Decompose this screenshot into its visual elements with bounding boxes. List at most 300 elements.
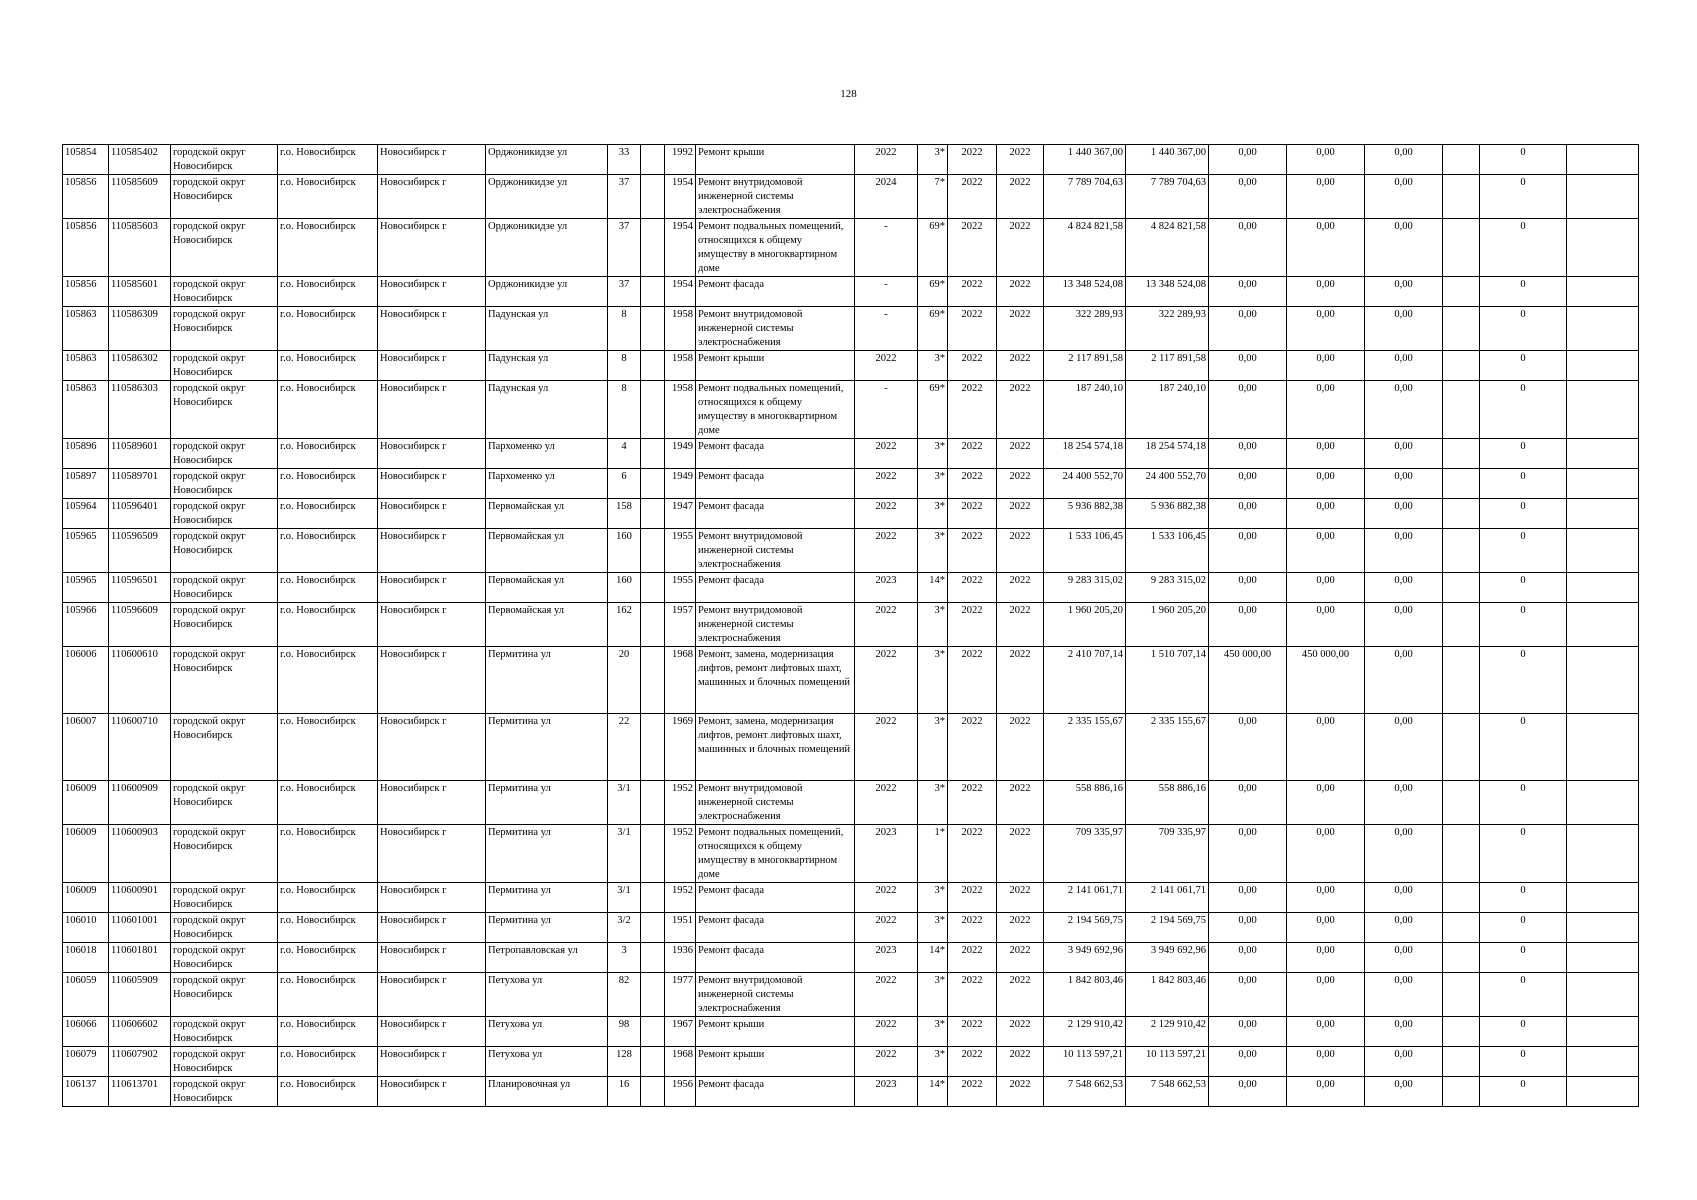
row-build-year: 1977: [665, 973, 696, 1017]
row-blank: [641, 573, 665, 603]
row-value-2: 0,00: [1287, 219, 1365, 277]
row-fund-cost: 2 194 569,75: [1126, 913, 1209, 943]
row-house: 37: [608, 219, 641, 277]
row-total-cost: 13 348 524,08: [1044, 277, 1126, 307]
row-plan-year: 2023: [855, 943, 918, 973]
row-total-cost: 2 117 891,58: [1044, 351, 1126, 381]
row-blank: [641, 307, 665, 351]
row-value-1: 0,00: [1209, 219, 1287, 277]
row-year-start: 2022: [948, 1047, 997, 1077]
row-street: Падунская ул: [486, 381, 608, 439]
row-house: 37: [608, 175, 641, 219]
row-build-year: 1954: [665, 277, 696, 307]
row-go: г.о. Новосибирск: [278, 603, 378, 647]
row-total-cost: 1 960 205,20: [1044, 603, 1126, 647]
row-year-start: 2022: [948, 439, 997, 469]
row-fund-cost: 709 335,97: [1126, 825, 1209, 883]
row-work-type: Ремонт подвальных помещений, относящихся к общему имуществу в многоквартирном доме: [696, 825, 855, 883]
row-house: 160: [608, 573, 641, 603]
row-blank: [641, 883, 665, 913]
row-build-year: 1969: [665, 714, 696, 781]
row-fund-cost: 4 824 821,58: [1126, 219, 1209, 277]
row-go: г.о. Новосибирск: [278, 499, 378, 529]
row-fund-cost: 7 789 704,63: [1126, 175, 1209, 219]
row-year-end: 2022: [997, 573, 1044, 603]
row-value-3: 0,00: [1365, 469, 1443, 499]
row-house: 3/1: [608, 781, 641, 825]
table-row: [63, 781, 1639, 825]
row-value-3: 0,00: [1365, 219, 1443, 277]
row-empty-1: [1443, 1017, 1480, 1047]
row-empty-2: [1567, 573, 1639, 603]
row-street: Пермитина ул: [486, 913, 608, 943]
row-city: Новосибирск г: [378, 307, 486, 351]
row-value-2: 0,00: [1287, 277, 1365, 307]
table-row: [63, 573, 1639, 603]
row-zero: 0: [1480, 1077, 1567, 1107]
row-city: Новосибирск г: [378, 603, 486, 647]
row-year-end: 2022: [997, 529, 1044, 573]
row-value-2: 0,00: [1287, 573, 1365, 603]
row-city: Новосибирск г: [378, 499, 486, 529]
row-street: Падунская ул: [486, 307, 608, 351]
row-empty-2: [1567, 825, 1639, 883]
row-code: 110585603: [109, 219, 171, 277]
row-total-cost: 24 400 552,70: [1044, 469, 1126, 499]
row-empty-1: [1443, 499, 1480, 529]
row-year-start: 2022: [948, 381, 997, 439]
row-work-type: Ремонт внутридомовой инженерной системы электроснабжения: [696, 973, 855, 1017]
row-total-cost: 2 410 707,14: [1044, 647, 1126, 714]
row-category: 69*: [918, 277, 948, 307]
row-category: 3*: [918, 1047, 948, 1077]
row-street: Первомайская ул: [486, 499, 608, 529]
row-city: Новосибирск г: [378, 647, 486, 714]
row-municipality: городской округ Новосибирск: [171, 381, 278, 439]
row-plan-year: -: [855, 277, 918, 307]
row-empty-1: [1443, 439, 1480, 469]
row-blank: [641, 381, 665, 439]
row-zero: 0: [1480, 219, 1567, 277]
row-year-start: 2022: [948, 145, 997, 175]
row-code: 110600901: [109, 883, 171, 913]
row-plan-year: 2022: [855, 603, 918, 647]
table-row: [63, 1077, 1639, 1107]
row-work-type: Ремонт фасада: [696, 1077, 855, 1107]
row-work-type: Ремонт внутридомовой инженерной системы электроснабжения: [696, 603, 855, 647]
row-empty-2: [1567, 175, 1639, 219]
row-blank: [641, 529, 665, 573]
row-value-2: 0,00: [1287, 175, 1365, 219]
row-value-2: 0,00: [1287, 1077, 1365, 1107]
row-code: 110596401: [109, 499, 171, 529]
row-build-year: 1955: [665, 529, 696, 573]
row-value-2: 0,00: [1287, 1017, 1365, 1047]
table-row: [63, 913, 1639, 943]
row-blank: [641, 714, 665, 781]
row-value-1: 0,00: [1209, 883, 1287, 913]
row-value-1: 0,00: [1209, 1047, 1287, 1077]
row-plan-year: 2024: [855, 175, 918, 219]
row-year-start: 2022: [948, 825, 997, 883]
row-go: г.о. Новосибирск: [278, 1077, 378, 1107]
row-blank: [641, 1047, 665, 1077]
row-blank: [641, 277, 665, 307]
row-value-1: 0,00: [1209, 573, 1287, 603]
row-build-year: 1956: [665, 1077, 696, 1107]
row-city: Новосибирск г: [378, 825, 486, 883]
row-street: Орджоникидзе ул: [486, 219, 608, 277]
table-row: [63, 351, 1639, 381]
row-fund-cost: 1 440 367,00: [1126, 145, 1209, 175]
row-street: Пархоменко ул: [486, 469, 608, 499]
row-street: Петухова ул: [486, 1047, 608, 1077]
registry-table: [62, 144, 1639, 1107]
row-year-start: 2022: [948, 603, 997, 647]
row-plan-year: 2022: [855, 973, 918, 1017]
row-zero: 0: [1480, 145, 1567, 175]
row-id: 106137: [63, 1077, 109, 1107]
row-year-start: 2022: [948, 573, 997, 603]
row-value-1: 0,00: [1209, 439, 1287, 469]
row-category: 3*: [918, 973, 948, 1017]
row-plan-year: 2022: [855, 1017, 918, 1047]
row-municipality: городской округ Новосибирск: [171, 439, 278, 469]
row-value-3: 0,00: [1365, 1047, 1443, 1077]
row-go: г.о. Новосибирск: [278, 825, 378, 883]
row-empty-2: [1567, 145, 1639, 175]
row-category: 7*: [918, 175, 948, 219]
row-fund-cost: 1 510 707,14: [1126, 647, 1209, 714]
row-zero: 0: [1480, 573, 1567, 603]
row-year-start: 2022: [948, 714, 997, 781]
row-work-type: Ремонт крыши: [696, 145, 855, 175]
row-municipality: городской округ Новосибирск: [171, 145, 278, 175]
row-zero: 0: [1480, 603, 1567, 647]
row-empty-2: [1567, 277, 1639, 307]
row-street: Падунская ул: [486, 351, 608, 381]
row-street: Пархоменко ул: [486, 439, 608, 469]
row-value-3: 0,00: [1365, 499, 1443, 529]
row-zero: 0: [1480, 913, 1567, 943]
row-city: Новосибирск г: [378, 781, 486, 825]
row-zero: 0: [1480, 883, 1567, 913]
row-year-end: 2022: [997, 943, 1044, 973]
row-value-1: 0,00: [1209, 499, 1287, 529]
row-category: 3*: [918, 647, 948, 714]
row-fund-cost: 558 886,16: [1126, 781, 1209, 825]
row-id: 106079: [63, 1047, 109, 1077]
row-value-3: 0,00: [1365, 1077, 1443, 1107]
row-zero: 0: [1480, 351, 1567, 381]
row-blank: [641, 943, 665, 973]
row-work-type: Ремонт крыши: [696, 1047, 855, 1077]
row-total-cost: 9 283 315,02: [1044, 573, 1126, 603]
row-year-end: 2022: [997, 175, 1044, 219]
row-fund-cost: 3 949 692,96: [1126, 943, 1209, 973]
page-number: 128: [840, 88, 857, 100]
row-plan-year: 2022: [855, 883, 918, 913]
row-empty-2: [1567, 307, 1639, 351]
row-municipality: городской округ Новосибирск: [171, 883, 278, 913]
row-total-cost: 2 335 155,67: [1044, 714, 1126, 781]
row-empty-2: [1567, 973, 1639, 1017]
table-row: [63, 1017, 1639, 1047]
row-empty-2: [1567, 469, 1639, 499]
row-value-1: 0,00: [1209, 175, 1287, 219]
row-year-end: 2022: [997, 825, 1044, 883]
row-city: Новосибирск г: [378, 714, 486, 781]
row-empty-2: [1567, 781, 1639, 825]
row-plan-year: -: [855, 219, 918, 277]
row-fund-cost: 5 936 882,38: [1126, 499, 1209, 529]
row-category: 69*: [918, 381, 948, 439]
row-zero: 0: [1480, 1017, 1567, 1047]
row-value-1: 0,00: [1209, 603, 1287, 647]
row-year-end: 2022: [997, 973, 1044, 1017]
row-municipality: городской округ Новосибирск: [171, 973, 278, 1017]
row-total-cost: 187 240,10: [1044, 381, 1126, 439]
row-empty-2: [1567, 883, 1639, 913]
row-code: 110596501: [109, 573, 171, 603]
row-code: 110613701: [109, 1077, 171, 1107]
row-house: 3: [608, 943, 641, 973]
row-empty-2: [1567, 603, 1639, 647]
row-zero: 0: [1480, 469, 1567, 499]
row-empty-1: [1443, 913, 1480, 943]
row-zero: 0: [1480, 529, 1567, 573]
row-total-cost: 7 548 662,53: [1044, 1077, 1126, 1107]
row-municipality: городской округ Новосибирск: [171, 351, 278, 381]
row-build-year: 1951: [665, 913, 696, 943]
row-value-3: 0,00: [1365, 973, 1443, 1017]
row-plan-year: 2023: [855, 1077, 918, 1107]
row-year-end: 2022: [997, 603, 1044, 647]
row-category: 3*: [918, 883, 948, 913]
row-year-start: 2022: [948, 307, 997, 351]
row-street: Пермитина ул: [486, 781, 608, 825]
row-year-end: 2022: [997, 499, 1044, 529]
row-year-start: 2022: [948, 469, 997, 499]
row-municipality: городской округ Новосибирск: [171, 499, 278, 529]
row-city: Новосибирск г: [378, 175, 486, 219]
row-empty-2: [1567, 351, 1639, 381]
row-total-cost: 5 936 882,38: [1044, 499, 1126, 529]
row-city: Новосибирск г: [378, 573, 486, 603]
row-year-end: 2022: [997, 145, 1044, 175]
row-id: 105965: [63, 529, 109, 573]
row-city: Новосибирск г: [378, 973, 486, 1017]
row-zero: 0: [1480, 307, 1567, 351]
row-fund-cost: 2 117 891,58: [1126, 351, 1209, 381]
row-code: 110600710: [109, 714, 171, 781]
row-total-cost: 10 113 597,21: [1044, 1047, 1126, 1077]
row-empty-2: [1567, 219, 1639, 277]
row-municipality: городской округ Новосибирск: [171, 1047, 278, 1077]
row-house: 8: [608, 351, 641, 381]
row-value-1: 0,00: [1209, 351, 1287, 381]
table-row: [63, 469, 1639, 499]
row-code: 110605909: [109, 973, 171, 1017]
row-value-2: 0,00: [1287, 469, 1365, 499]
row-build-year: 1936: [665, 943, 696, 973]
row-street: Орджоникидзе ул: [486, 277, 608, 307]
row-plan-year: -: [855, 307, 918, 351]
row-empty-1: [1443, 1047, 1480, 1077]
row-city: Новосибирск г: [378, 529, 486, 573]
row-value-1: 0,00: [1209, 781, 1287, 825]
row-total-cost: 322 289,93: [1044, 307, 1126, 351]
row-year-end: 2022: [997, 439, 1044, 469]
row-total-cost: 558 886,16: [1044, 781, 1126, 825]
row-id: 105966: [63, 603, 109, 647]
row-value-3: 0,00: [1365, 943, 1443, 973]
row-category: 14*: [918, 573, 948, 603]
row-total-cost: 1 533 106,45: [1044, 529, 1126, 573]
row-build-year: 1947: [665, 499, 696, 529]
row-zero: 0: [1480, 1047, 1567, 1077]
row-city: Новосибирск г: [378, 883, 486, 913]
row-go: г.о. Новосибирск: [278, 714, 378, 781]
row-blank: [641, 973, 665, 1017]
row-year-end: 2022: [997, 351, 1044, 381]
row-value-1: 0,00: [1209, 277, 1287, 307]
row-year-start: 2022: [948, 883, 997, 913]
row-category: 3*: [918, 499, 948, 529]
row-work-type: Ремонт, замена, модернизация лифтов, ремонт лифтовых шахт, машинных и блочных помещений: [696, 647, 855, 714]
row-street: Пермитина ул: [486, 647, 608, 714]
row-id: 105856: [63, 175, 109, 219]
row-year-start: 2022: [948, 277, 997, 307]
row-street: Орджоникидзе ул: [486, 175, 608, 219]
row-municipality: городской округ Новосибирск: [171, 307, 278, 351]
row-go: г.о. Новосибирск: [278, 351, 378, 381]
row-id: 106018: [63, 943, 109, 973]
row-year-start: 2022: [948, 1077, 997, 1107]
row-municipality: городской округ Новосибирск: [171, 573, 278, 603]
row-value-1: 0,00: [1209, 973, 1287, 1017]
row-value-2: 0,00: [1287, 529, 1365, 573]
row-zero: 0: [1480, 277, 1567, 307]
row-house: 4: [608, 439, 641, 469]
row-street: Планировочная ул: [486, 1077, 608, 1107]
row-build-year: 1949: [665, 469, 696, 499]
table-row: [63, 145, 1639, 175]
row-build-year: 1958: [665, 351, 696, 381]
row-blank: [641, 603, 665, 647]
row-category: 69*: [918, 307, 948, 351]
row-code: 110600903: [109, 825, 171, 883]
row-value-3: 0,00: [1365, 883, 1443, 913]
row-work-type: Ремонт внутридомовой инженерной системы электроснабжения: [696, 175, 855, 219]
row-empty-1: [1443, 469, 1480, 499]
row-municipality: городской округ Новосибирск: [171, 603, 278, 647]
row-value-2: 0,00: [1287, 714, 1365, 781]
row-zero: 0: [1480, 499, 1567, 529]
row-work-type: Ремонт подвальных помещений, относящихся к общему имуществу в многоквартирном доме: [696, 381, 855, 439]
row-empty-1: [1443, 381, 1480, 439]
row-total-cost: 7 789 704,63: [1044, 175, 1126, 219]
row-code: 110596509: [109, 529, 171, 573]
row-street: Пермитина ул: [486, 825, 608, 883]
row-empty-1: [1443, 714, 1480, 781]
row-id: 106010: [63, 913, 109, 943]
row-category: 3*: [918, 351, 948, 381]
row-id: 105856: [63, 277, 109, 307]
row-id: 105965: [63, 573, 109, 603]
row-id: 105863: [63, 381, 109, 439]
row-total-cost: 2 194 569,75: [1044, 913, 1126, 943]
row-category: 3*: [918, 603, 948, 647]
row-blank: [641, 647, 665, 714]
row-value-3: 0,00: [1365, 351, 1443, 381]
row-id: 106009: [63, 825, 109, 883]
row-go: г.о. Новосибирск: [278, 883, 378, 913]
table-row: [63, 529, 1639, 573]
row-city: Новосибирск г: [378, 1047, 486, 1077]
row-go: г.о. Новосибирск: [278, 145, 378, 175]
row-empty-2: [1567, 439, 1639, 469]
row-go: г.о. Новосибирск: [278, 647, 378, 714]
row-work-type: Ремонт подвальных помещений, относящихся к общему имуществу в многоквартирном доме: [696, 219, 855, 277]
row-house: 3/1: [608, 825, 641, 883]
row-build-year: 1958: [665, 307, 696, 351]
row-value-1: 0,00: [1209, 825, 1287, 883]
row-municipality: городской округ Новосибирск: [171, 943, 278, 973]
row-plan-year: 2022: [855, 145, 918, 175]
row-zero: 0: [1480, 175, 1567, 219]
row-code: 110600909: [109, 781, 171, 825]
row-year-start: 2022: [948, 175, 997, 219]
row-empty-2: [1567, 913, 1639, 943]
row-plan-year: 2022: [855, 913, 918, 943]
row-go: г.о. Новосибирск: [278, 219, 378, 277]
row-value-1: 0,00: [1209, 469, 1287, 499]
table-row: [63, 825, 1639, 883]
row-value-3: 0,00: [1365, 1017, 1443, 1047]
row-id: 106066: [63, 1017, 109, 1047]
row-value-2: 0,00: [1287, 381, 1365, 439]
row-fund-cost: 322 289,93: [1126, 307, 1209, 351]
row-value-3: 0,00: [1365, 529, 1443, 573]
row-work-type: Ремонт внутридомовой инженерной системы электроснабжения: [696, 781, 855, 825]
row-plan-year: 2022: [855, 439, 918, 469]
row-municipality: городской округ Новосибирск: [171, 175, 278, 219]
row-code: 110586303: [109, 381, 171, 439]
row-id: 106059: [63, 973, 109, 1017]
row-plan-year: 2022: [855, 1047, 918, 1077]
row-build-year: 1957: [665, 603, 696, 647]
row-total-cost: 2 141 061,71: [1044, 883, 1126, 913]
table-row: [63, 219, 1639, 277]
row-year-start: 2022: [948, 913, 997, 943]
row-value-3: 0,00: [1365, 573, 1443, 603]
row-house: 82: [608, 973, 641, 1017]
row-empty-1: [1443, 943, 1480, 973]
table-row: [63, 381, 1639, 439]
row-empty-1: [1443, 1077, 1480, 1107]
row-year-start: 2022: [948, 219, 997, 277]
row-fund-cost: 1 842 803,46: [1126, 973, 1209, 1017]
row-house: 98: [608, 1017, 641, 1047]
row-house: 3/2: [608, 913, 641, 943]
row-zero: 0: [1480, 714, 1567, 781]
row-year-start: 2022: [948, 973, 997, 1017]
row-go: г.о. Новосибирск: [278, 307, 378, 351]
row-empty-1: [1443, 647, 1480, 714]
row-empty-2: [1567, 499, 1639, 529]
row-municipality: городской округ Новосибирск: [171, 781, 278, 825]
